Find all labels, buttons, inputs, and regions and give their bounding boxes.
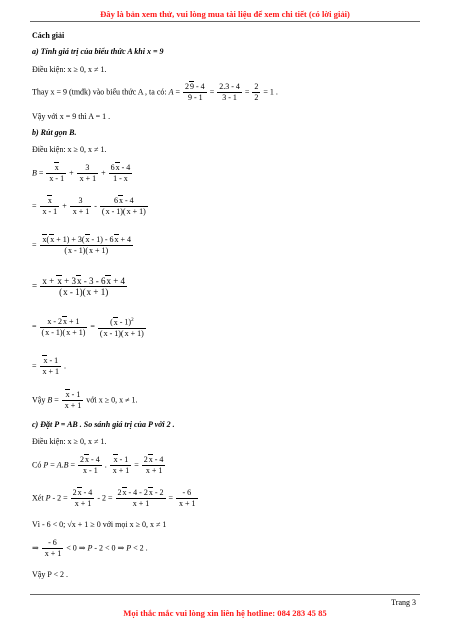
b-result: = $\frac{x - 1}{x + 1}$ .: [32, 356, 67, 376]
part-b-title: b) Rút gọn B.: [32, 128, 77, 137]
section-heading: Cách giải: [32, 31, 65, 40]
page-footer: [30, 594, 420, 625]
b-definition: B = $\frac{x}{x - 1}$ + $\frac{3}{x + 1}$ + $\frac{6x - 4}{1 - x}$: [32, 163, 131, 183]
conclusion-b: Vậy B = $\frac{x - 1}{x + 1}$ với x ≥ 0, x ≠ 1.: [32, 390, 138, 410]
co-label: Có: [32, 460, 42, 470]
preview-banner: Đây là bản xem thử, vui lòng mua tài liệu để xem chi tiết (có lời giải): [100, 9, 350, 19]
page-number: Trang 3: [391, 598, 416, 607]
conclusion-b-suffix: với x ≥ 0, x ≠ 1.: [86, 395, 138, 405]
page-header: [30, 4, 420, 22]
b-step-4: = $\frac{x - 2x + 1}{(x - 1)(x + 1)}$ = $\frac{(x - 1)^2}{(x - 1)(x + 1)}$: [32, 316, 144, 338]
vi-text: Vì - 6 < 0; √x + 1 ≥ 0 với mọi x ≥ 0, x ≠ 1: [32, 520, 167, 529]
condition-c: Điều kiện: x ≥ 0, x ≠ 1.: [32, 437, 107, 446]
hotline-text: Mọi thắc mắc vui lòng xin liên hệ hotline: 084 283 45 85: [123, 608, 327, 618]
conclusion-c: Vậy P < 2 .: [32, 570, 68, 579]
b-step-3: = $\frac{x + x + 3x - 3 - 6x + 4}{(x - 1)(x + 1)}$: [32, 276, 126, 297]
conclusion-b-prefix: Vậy: [32, 395, 46, 405]
part-a-title: a) Tính giá trị của biểu thức A khi x = 9: [32, 47, 164, 56]
part-c-title: c) Đặt P = AB . So sánh giá trị của P với 2 .: [32, 420, 175, 429]
b-step-1: = $\frac{x}{x - 1}$ + $\frac{3}{x + 1}$ - $\frac{6x - 4}{(x - 1)(x + 1)}$: [32, 196, 146, 216]
condition-a: Điều kiện: x ≥ 0, x ≠ 1.: [32, 65, 107, 74]
b-step-2: = $\frac{x(x + 1) + 3(x - 1) - 6x + 4}{(x - 1)(x + 1)}$: [32, 235, 132, 255]
substitution-text: Thay x = 9 (tmđk) vào biểu thức A , ta có:: [32, 87, 167, 97]
conclusion-a: Vậy với x = 9 thì A = 1 .: [32, 112, 111, 121]
implication: ⇒ $\frac{- 6}{x + 1}$ < 0 ⇒ P - 2 < 0 ⇒ P < 2 .: [32, 538, 148, 558]
substitution-equation: Thay x = 9 (tmđk) vào biểu thức A , ta có: A = $\frac{29 - 4}{9 - 1}$ = $\frac{2.3 - 4}{3 - 1}$ = $\frac{2}{2}$ = 1 .: [32, 82, 278, 102]
xet-label: Xét: [32, 493, 44, 503]
p-definition: Có P = A.B = $\frac{2x - 4}{x - 1}$ . $\frac{x - 1}{x + 1}$ = $\frac{2x - 4}{x + 1}$: [32, 455, 164, 475]
p-minus-2: Xét P - 2 = $\frac{2x - 4}{x + 1}$ - 2 = $\frac{2x - 4 - 2x - 2}{x + 1}$ = $\frac{- 6}{x + 1}$: [32, 488, 196, 508]
condition-b: Điều kiện: x ≥ 0, x ≠ 1.: [32, 145, 107, 154]
